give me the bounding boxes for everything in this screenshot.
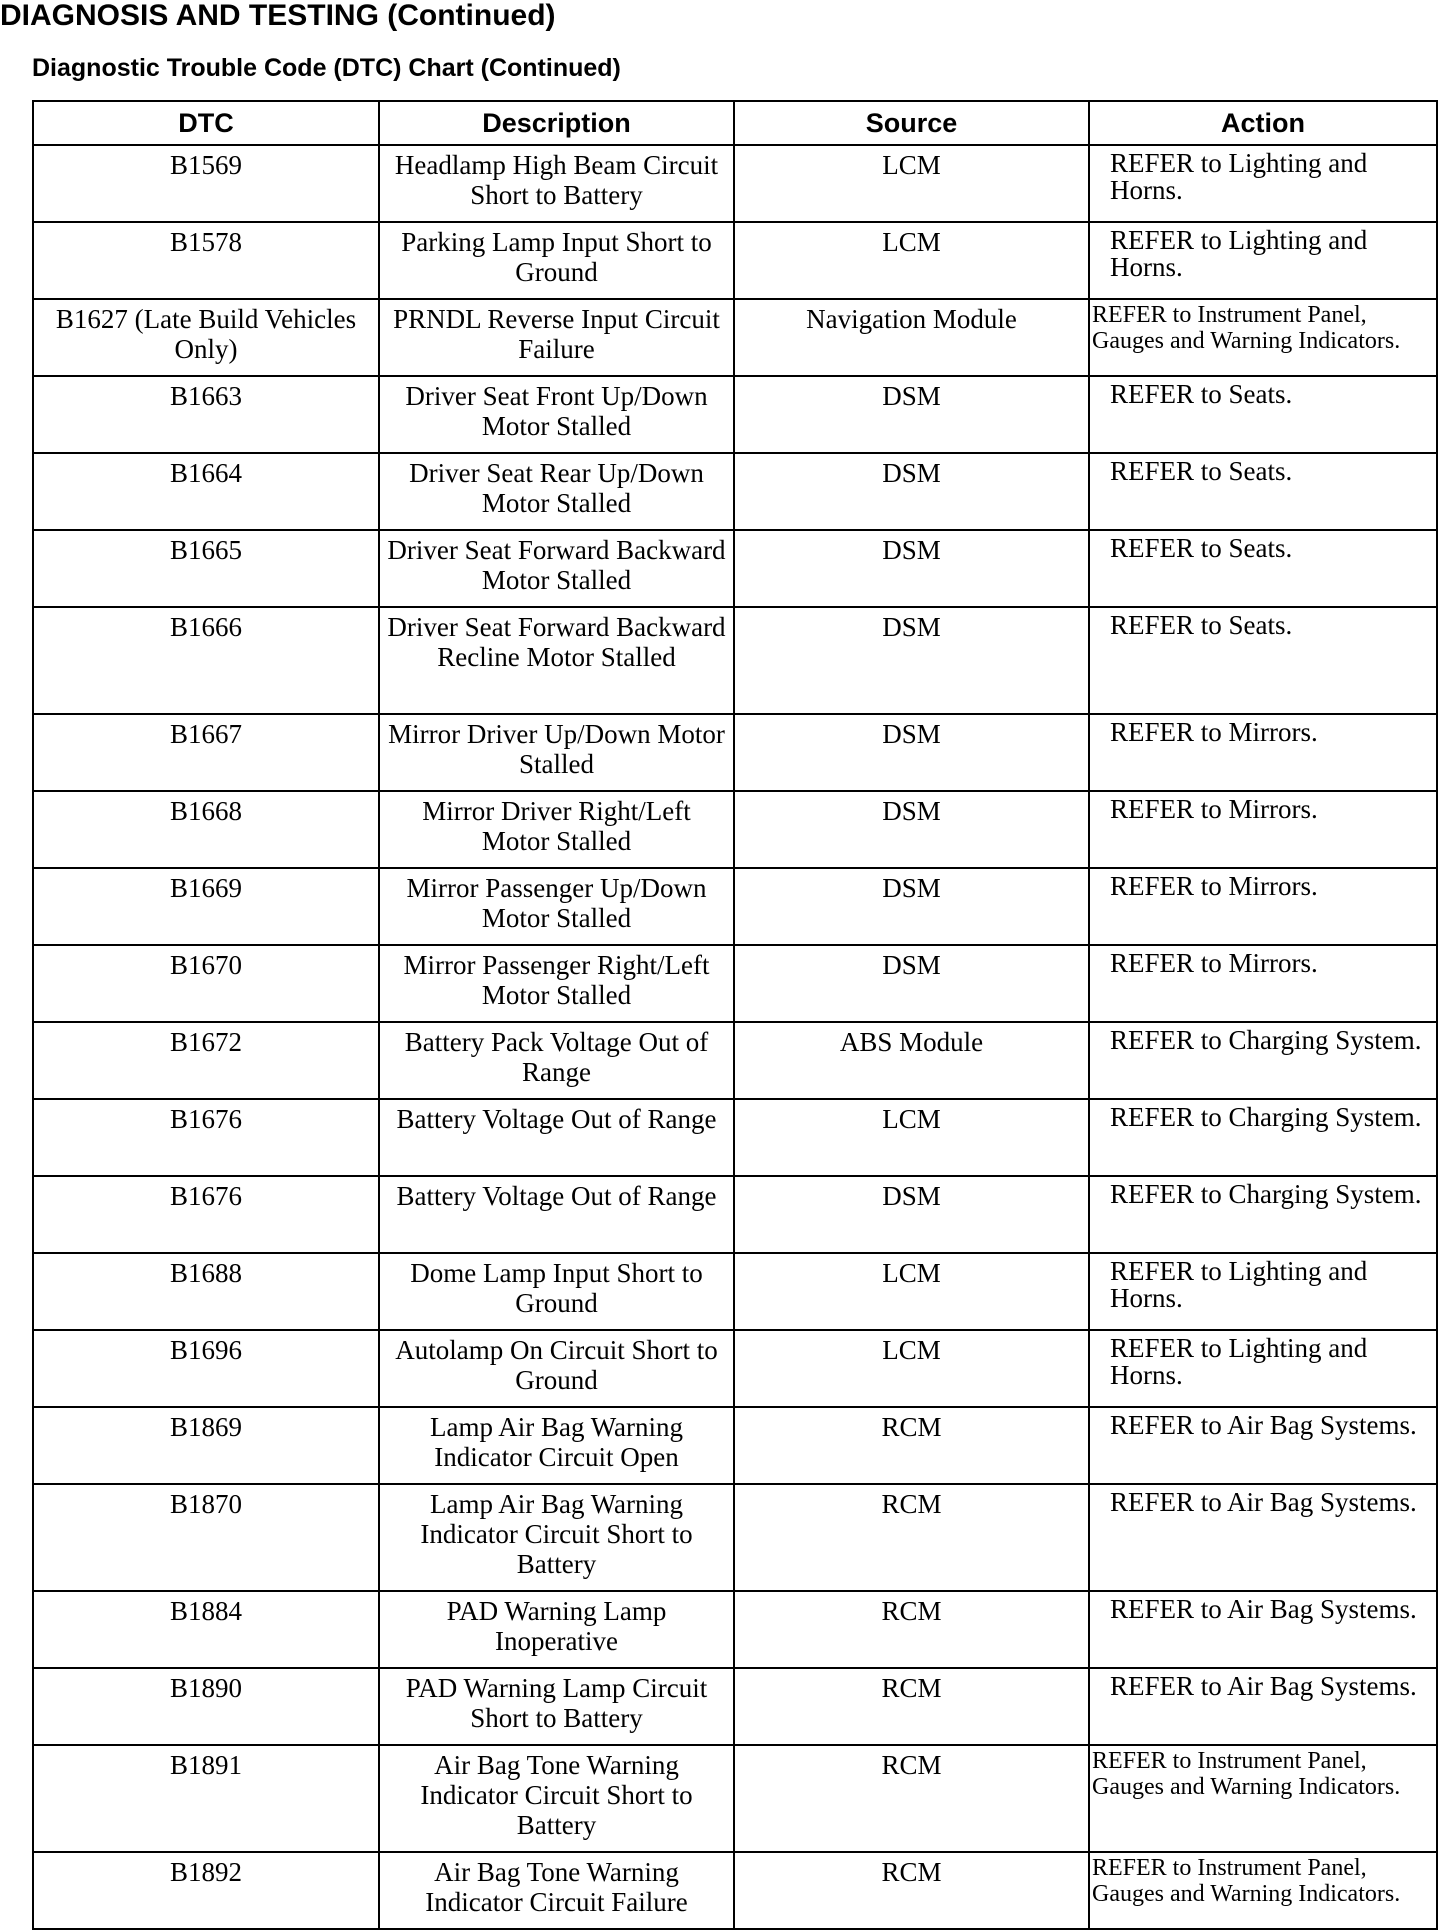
table-row: [33, 299, 1437, 376]
source-cell: RCM: [734, 1484, 1089, 1591]
page-heading: DIAGNOSIS AND TESTING (Continued): [0, 0, 556, 32]
action-cell: REFER to Mirrors.: [1089, 868, 1437, 945]
table-row: [33, 1330, 1437, 1407]
dtc-cell: B1627 (Late Build Vehicles Only): [33, 299, 379, 376]
source-cell: DSM: [734, 945, 1089, 1022]
description-cell: Lamp Air Bag Warning Indicator Circuit Short to Battery: [379, 1484, 734, 1591]
source-cell: DSM: [734, 791, 1089, 868]
action-cell: REFER to Seats.: [1089, 376, 1437, 453]
description-cell: Parking Lamp Input Short to Ground: [379, 222, 734, 299]
source-cell: DSM: [734, 376, 1089, 453]
table-row: [33, 714, 1437, 791]
table-row: [33, 945, 1437, 1022]
description-cell: Battery Voltage Out of Range: [379, 1176, 734, 1253]
table-row: [33, 530, 1437, 607]
source-cell: DSM: [734, 453, 1089, 530]
table-row: [33, 868, 1437, 945]
dtc-cell: B1672: [33, 1022, 379, 1099]
dtc-cell: B1666: [33, 607, 379, 714]
action-cell: REFER to Air Bag Systems.: [1089, 1591, 1437, 1668]
dtc-cell: B1668: [33, 791, 379, 868]
source-cell: RCM: [734, 1407, 1089, 1484]
dtc-cell: B1676: [33, 1099, 379, 1176]
source-cell: LCM: [734, 1330, 1089, 1407]
dtc-cell: B1688: [33, 1253, 379, 1330]
dtc-cell: B1869: [33, 1407, 379, 1484]
dtc-cell: B1664: [33, 453, 379, 530]
source-cell: RCM: [734, 1745, 1089, 1852]
dtc-cell: B1578: [33, 222, 379, 299]
table-row: [33, 791, 1437, 868]
column-header-source: Source: [734, 101, 1089, 145]
table-row: [33, 145, 1437, 222]
table-row: [33, 222, 1437, 299]
source-cell: LCM: [734, 1099, 1089, 1176]
table-row: [33, 1852, 1437, 1929]
description-cell: Air Bag Tone Warning Indicator Circuit Failure: [379, 1852, 734, 1929]
table-row: [33, 1668, 1437, 1745]
dtc-cell: B1663: [33, 376, 379, 453]
action-cell: REFER to Mirrors.: [1089, 945, 1437, 1022]
column-header-description: Description: [379, 101, 734, 145]
action-cell: REFER to Mirrors.: [1089, 791, 1437, 868]
table-row: [33, 376, 1437, 453]
source-cell: Navigation Module: [734, 299, 1089, 376]
description-cell: Mirror Driver Right/Left Motor Stalled: [379, 791, 734, 868]
action-cell: REFER to Seats.: [1089, 607, 1437, 714]
column-header-dtc: DTC: [33, 101, 379, 145]
action-cell: REFER to Air Bag Systems.: [1089, 1484, 1437, 1591]
table-row: [33, 453, 1437, 530]
action-cell: REFER to Seats.: [1089, 530, 1437, 607]
description-cell: Mirror Passenger Up/Down Motor Stalled: [379, 868, 734, 945]
dtc-cell: B1670: [33, 945, 379, 1022]
action-cell: REFER to Lighting and Horns.: [1089, 1253, 1437, 1330]
source-cell: LCM: [734, 145, 1089, 222]
table-row: [33, 1253, 1437, 1330]
description-cell: Lamp Air Bag Warning Indicator Circuit Open: [379, 1407, 734, 1484]
dtc-cell: B1696: [33, 1330, 379, 1407]
action-cell: REFER to Lighting and Horns.: [1089, 145, 1437, 222]
column-header-action: Action: [1089, 101, 1437, 145]
dtc-cell: B1870: [33, 1484, 379, 1591]
dtc-cell: B1669: [33, 868, 379, 945]
description-cell: Battery Pack Voltage Out of Range: [379, 1022, 734, 1099]
dtc-cell: B1891: [33, 1745, 379, 1852]
description-cell: Headlamp High Beam Circuit Short to Battery: [379, 145, 734, 222]
table-row: [33, 1484, 1437, 1591]
action-cell: REFER to Charging System.: [1089, 1176, 1437, 1253]
source-cell: RCM: [734, 1591, 1089, 1668]
table-row: [33, 1176, 1437, 1253]
dtc-cell: B1890: [33, 1668, 379, 1745]
table-row: [33, 607, 1437, 714]
action-cell: REFER to Mirrors.: [1089, 714, 1437, 791]
action-cell: REFER to Charging System.: [1089, 1099, 1437, 1176]
description-cell: Driver Seat Front Up/Down Motor Stalled: [379, 376, 734, 453]
action-cell: REFER to Instrument Panel, Gauges and Warning Indicators.: [1089, 1852, 1437, 1929]
description-cell: Mirror Passenger Right/Left Motor Stalled: [379, 945, 734, 1022]
description-cell: PRNDL Reverse Input Circuit Failure: [379, 299, 734, 376]
dtc-chart-table: [32, 100, 1438, 1930]
source-cell: DSM: [734, 530, 1089, 607]
action-cell: REFER to Air Bag Systems.: [1089, 1668, 1437, 1745]
table-row: [33, 1407, 1437, 1484]
table-header-row: [33, 101, 1437, 145]
action-cell: REFER to Instrument Panel, Gauges and Warning Indicators.: [1089, 299, 1437, 376]
table-row: [33, 1745, 1437, 1852]
description-cell: Dome Lamp Input Short to Ground: [379, 1253, 734, 1330]
action-cell: REFER to Instrument Panel, Gauges and Warning Indicators.: [1089, 1745, 1437, 1852]
chart-title: Diagnostic Trouble Code (DTC) Chart (Continued): [32, 54, 621, 82]
table-row: [33, 1099, 1437, 1176]
action-cell: REFER to Seats.: [1089, 453, 1437, 530]
source-cell: DSM: [734, 607, 1089, 714]
dtc-cell: B1667: [33, 714, 379, 791]
description-cell: Battery Voltage Out of Range: [379, 1099, 734, 1176]
source-cell: LCM: [734, 222, 1089, 299]
description-cell: PAD Warning Lamp Inoperative: [379, 1591, 734, 1668]
description-cell: Mirror Driver Up/Down Motor Stalled: [379, 714, 734, 791]
source-cell: LCM: [734, 1253, 1089, 1330]
dtc-cell: B1892: [33, 1852, 379, 1929]
action-cell: REFER to Lighting and Horns.: [1089, 1330, 1437, 1407]
dtc-cell: B1665: [33, 530, 379, 607]
source-cell: RCM: [734, 1668, 1089, 1745]
table-row: [33, 1022, 1437, 1099]
action-cell: REFER to Charging System.: [1089, 1022, 1437, 1099]
action-cell: REFER to Air Bag Systems.: [1089, 1407, 1437, 1484]
dtc-cell: B1569: [33, 145, 379, 222]
description-cell: Autolamp On Circuit Short to Ground: [379, 1330, 734, 1407]
source-cell: RCM: [734, 1852, 1089, 1929]
description-cell: Driver Seat Forward Backward Recline Motor Stalled: [379, 607, 734, 714]
source-cell: DSM: [734, 868, 1089, 945]
action-cell: REFER to Lighting and Horns.: [1089, 222, 1437, 299]
description-cell: PAD Warning Lamp Circuit Short to Battery: [379, 1668, 734, 1745]
description-cell: Driver Seat Forward Backward Motor Stalled: [379, 530, 734, 607]
description-cell: Driver Seat Rear Up/Down Motor Stalled: [379, 453, 734, 530]
dtc-cell: B1676: [33, 1176, 379, 1253]
description-cell: Air Bag Tone Warning Indicator Circuit Short to Battery: [379, 1745, 734, 1852]
dtc-cell: B1884: [33, 1591, 379, 1668]
source-cell: DSM: [734, 714, 1089, 791]
source-cell: ABS Module: [734, 1022, 1089, 1099]
source-cell: DSM: [734, 1176, 1089, 1253]
table-row: [33, 1591, 1437, 1668]
